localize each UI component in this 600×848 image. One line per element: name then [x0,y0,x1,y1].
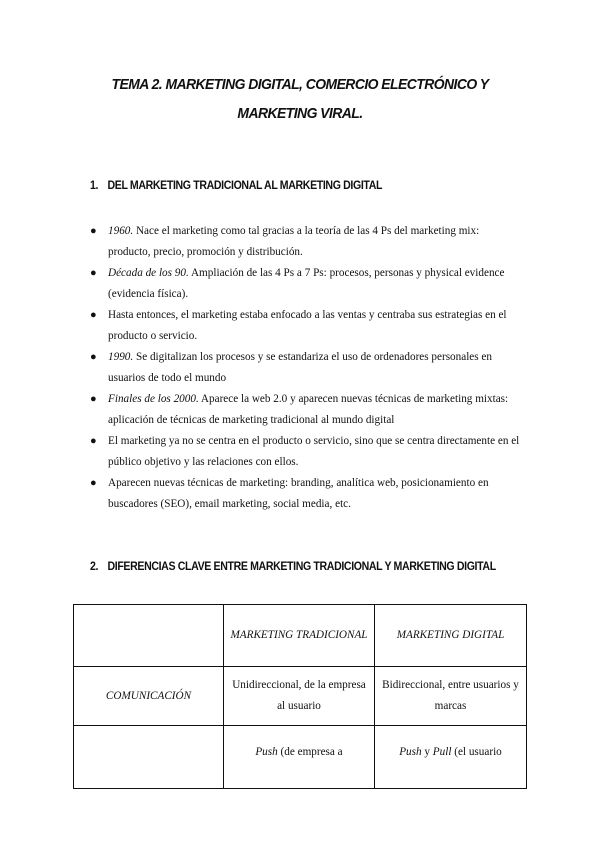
bullet-text: Hasta entonces, el marketing estaba enfocado a las ventas y centraba sus estrategias en el producto o servicio. [108,309,507,342]
row-label-comunicacion: COMUNICACIÓN [74,667,224,726]
table-header-traditional: MARKETING TRADICIONAL [224,605,375,667]
table-row [74,726,527,789]
table-cell: Push (de empresa a [224,726,375,789]
table-cell: Bidireccional, entre usuarios y marcas [375,667,527,726]
section-2-number: 2. [90,561,99,573]
section-1-title: DEL MARKETING TRADICIONAL AL MARKETING DIGITAL [107,180,383,192]
bullet-list [90,221,520,515]
table-cell [74,726,224,789]
list-item [90,347,520,389]
bullet-lead: Década de los 90. [108,267,189,279]
page-title: TEMA 2. MARKETING DIGITAL, COMERCIO ELECTRÓNICO Y MARKETING VIRAL. [111,76,489,122]
section-1-heading [90,180,382,192]
list-item [90,221,520,263]
bullet-text: Nace el marketing como tal gracias a la teoría de las 4 Ps del marketing mix: producto, precio, promoción y distribución. [108,225,480,258]
section-2-heading [90,561,496,573]
section-1-number: 1. [90,180,99,192]
table-cell: Unidireccional, de la empresa al usuario [224,667,375,726]
bullet-icon: ● [90,351,97,363]
bullet-lead: 1990. [108,351,134,363]
table-cell: Push y Pull (el usuario [375,726,527,789]
table-header-digital: MARKETING DIGITAL [375,605,527,667]
list-item [90,305,520,347]
table-row [74,605,527,667]
comparison-table [73,604,527,789]
bullet-text: Aparece la web 2.0 y aparecen nuevas técnicas de marketing mixtas: aplicación de técnicas de marketing tradicional al mundo digital [108,393,509,426]
bullet-text: Ampliación de las 4 Ps a 7 Ps: procesos, personas y physical evidence (evidencia física). [108,267,505,300]
list-item [90,389,520,431]
list-item [90,473,520,515]
table-row [74,667,527,726]
bullet-lead: Finales de los 2000. [108,393,199,405]
bullet-icon: ● [90,309,97,321]
bullet-lead: 1960. [108,225,134,237]
bullet-icon: ● [90,225,97,237]
list-item [90,263,520,305]
bullet-icon: ● [90,477,97,489]
list-item [90,431,520,473]
section-2-title: DIFERENCIAS CLAVE ENTRE MARKETING TRADICIONAL Y MARKETING DIGITAL [107,561,496,573]
bullet-text: Aparecen nuevas técnicas de marketing: branding, analítica web, posicionamiento en buscadores (SEO), email marketing, social media, etc. [108,477,489,510]
bullet-icon: ● [90,435,97,447]
bullet-text: Se digitalizan los procesos y se estandariza el uso de ordenadores personales en usuarios de todo el mundo [108,351,492,384]
bullet-icon: ● [90,267,97,279]
bullet-text: El marketing ya no se centra en el producto o servicio, sino que se centra directamente en el público objetivo y las relaciones con ellos. [108,435,520,468]
table-cell [74,605,224,667]
bullet-icon: ● [90,393,97,405]
